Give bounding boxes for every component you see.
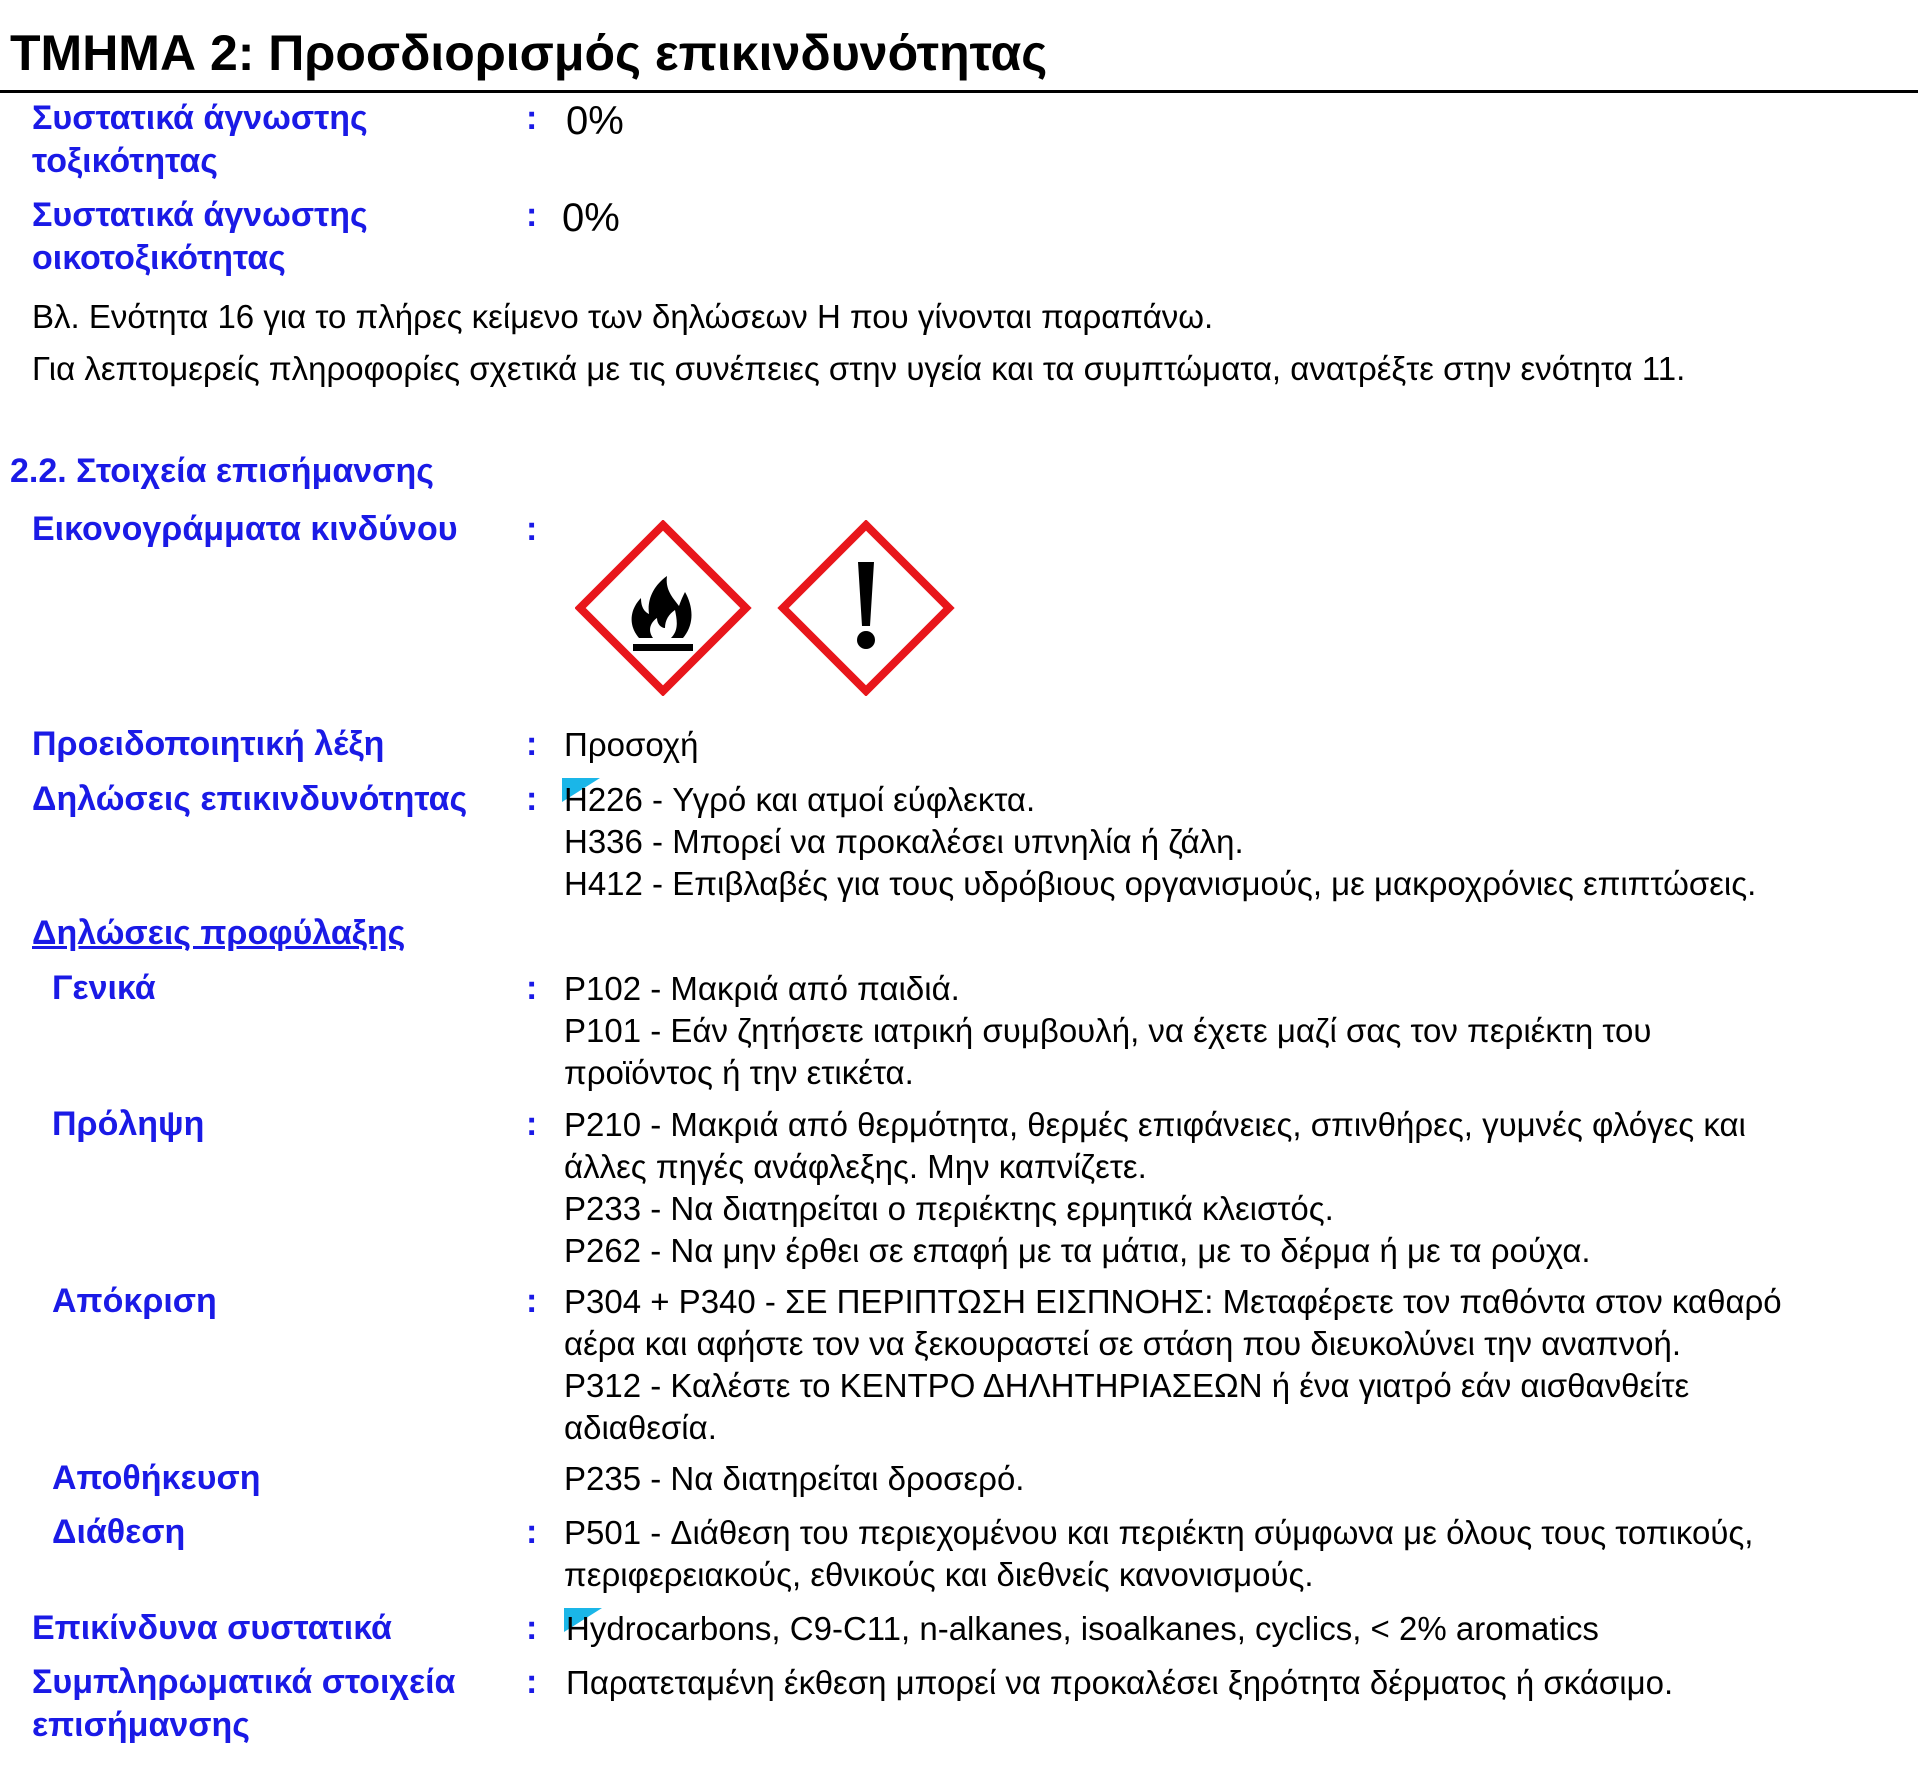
precaution-line: περιφερειακούς, εθνικούς και διεθνείς κανονισμούς. <box>564 1556 1314 1593</box>
response-statements <box>564 1281 1782 1449</box>
ghs-pictograms <box>575 520 955 696</box>
unknown-toxicity-label <box>32 97 368 183</box>
hazard-statement: H412 - Επιβλαβές για τους υδρόβιους οργανισμούς, με μακροχρόνιες επιπτώσεις. <box>564 865 1757 902</box>
note-section-11: Για λεπτομερείς πληροφορίες σχετικά με τις συνέπειες στην υγεία και τα συμπτώματα, ανατρέξτε στην ενότητα 11. <box>32 350 1686 387</box>
prevention-label: Πρόληψη <box>52 1105 205 1143</box>
colon: : <box>526 725 538 763</box>
label-line: Συμπληρωματικά στοιχεία <box>32 1663 456 1701</box>
colon: : <box>526 780 538 818</box>
precaution-line: P233 - Να διατηρείται ο περιέκτης ερμητικά κλειστός. <box>564 1190 1334 1227</box>
response-label: Απόκριση <box>52 1282 217 1320</box>
signal-word-value: Προσοχή <box>564 726 699 763</box>
unknown-toxicity-value: 0% <box>566 99 624 143</box>
signal-word-label: Προειδοποιητική λέξη <box>32 725 385 763</box>
flame-pictogram <box>580 525 746 691</box>
hazard-statements-label: Δηλώσεις επικινδυνότητας <box>32 780 468 818</box>
colon: : <box>526 969 538 1007</box>
precaution-line: αδιαθεσία. <box>564 1409 717 1446</box>
hazard-statements-list <box>564 779 1756 905</box>
hazard-statement: H226 - Υγρό και ατμοί εύφλεκτα. <box>564 781 1036 818</box>
precaution-line: P101 - Εάν ζητήσετε ιατρική συμβουλή, να έχετε μαζί σας τον περιέκτη του <box>564 1012 1652 1049</box>
label-line: οικοτοξικότητας <box>32 239 286 277</box>
colon: : <box>526 1609 538 1647</box>
precaution-line: P312 - Καλέστε το ΚΕΝΤΡΟ ΔΗΛΗΤΗΡΙΑΣΕΩΝ ή ένα γιατρό εάν αισθανθείτε <box>564 1367 1690 1404</box>
colon: : <box>526 99 538 137</box>
precaution-line: P262 - Να μην έρθει σε επαφή με τα μάτια, με το δέρμα ή με τα ρούχα. <box>564 1232 1591 1269</box>
precaution-line: P501 - Διάθεση του περιεχομένου και περιέκτη σύμφωνα με όλους τους τοπικούς, <box>564 1514 1754 1551</box>
title-divider <box>0 90 1918 93</box>
colon: : <box>526 1105 538 1143</box>
label-line: Συστατικά άγνωστης <box>32 196 368 234</box>
colon: : <box>526 1663 538 1701</box>
label-line: τοξικότητας <box>32 142 218 180</box>
exclamation-pictogram <box>783 525 949 691</box>
label-line: επισήμανσης <box>32 1706 250 1744</box>
precautionary-heading: Δηλώσεις προφύλαξης <box>32 914 406 952</box>
colon: : <box>526 1513 538 1551</box>
precaution-line: P235 - Να διατηρείται δροσερό. <box>564 1460 1025 1497</box>
note-section-16: Βλ. Ενότητα 16 για το πλήρες κείμενο των δηλώσεων Η που γίνονται παραπάνω. <box>32 298 1214 335</box>
hazardous-components-value: Hydrocarbons, C9-C11, n-alkanes, isoalkanes, cyclics, < 2% aromatics <box>566 1610 1599 1647</box>
precaution-line: P102 - Μακριά από παιδιά. <box>564 970 960 1007</box>
section-2-2-heading: 2.2. Στοιχεία επισήμανσης <box>10 452 434 490</box>
pictograms-label: Εικονογράμματα κινδύνου <box>32 510 458 548</box>
general-label: Γενικά <box>52 969 156 1007</box>
precaution-line: P210 - Μακριά από θερμότητα, θερμές επιφάνειες, σπινθήρες, γυμνές φλόγες και <box>564 1106 1746 1143</box>
precaution-line: άλλες πηγές ανάφλεξης. Μην καπνίζετε. <box>564 1148 1147 1185</box>
precaution-line: αέρα και αφήστε τον να ξεκουραστεί σε στάση που διευκολύνει την αναπνοή. <box>564 1325 1682 1362</box>
precaution-line: προϊόντος ή την ετικέτα. <box>564 1054 914 1091</box>
supplementary-value: Παρατεταμένη έκθεση μπορεί να προκαλέσει ξηρότητα δέρματος ή σκάσιμο. <box>566 1664 1674 1701</box>
hazard-statement: H336 - Μπορεί να προκαλέσει υπνηλία ή ζάλη. <box>564 823 1244 860</box>
unknown-ecotoxicity-value: 0% <box>562 196 620 240</box>
storage-statements <box>564 1458 1024 1500</box>
storage-label: Αποθήκευση <box>52 1459 261 1497</box>
colon: : <box>526 196 538 234</box>
disposal-label: Διάθεση <box>52 1513 186 1551</box>
supplementary-label <box>32 1661 455 1747</box>
section-title: ΤΜΗΜΑ 2: Προσδιορισμός επικινδυνότητας <box>10 25 1048 81</box>
disposal-statements <box>564 1512 1753 1596</box>
colon: : <box>526 1282 538 1320</box>
precaution-line: P304 + P340 - ΣΕ ΠΕΡΙΠΤΩΣΗ ΕΙΣΠΝΟΗΣ: Μεταφέρετε τον παθόντα στον καθαρό <box>564 1283 1782 1320</box>
colon: : <box>526 510 538 548</box>
prevention-statements <box>564 1104 1746 1272</box>
general-statements <box>564 968 1651 1094</box>
label-line: Συστατικά άγνωστης <box>32 99 368 137</box>
unknown-ecotoxicity-label <box>32 194 368 280</box>
hazardous-components-label: Επικίνδυνα συστατικά <box>32 1609 392 1647</box>
